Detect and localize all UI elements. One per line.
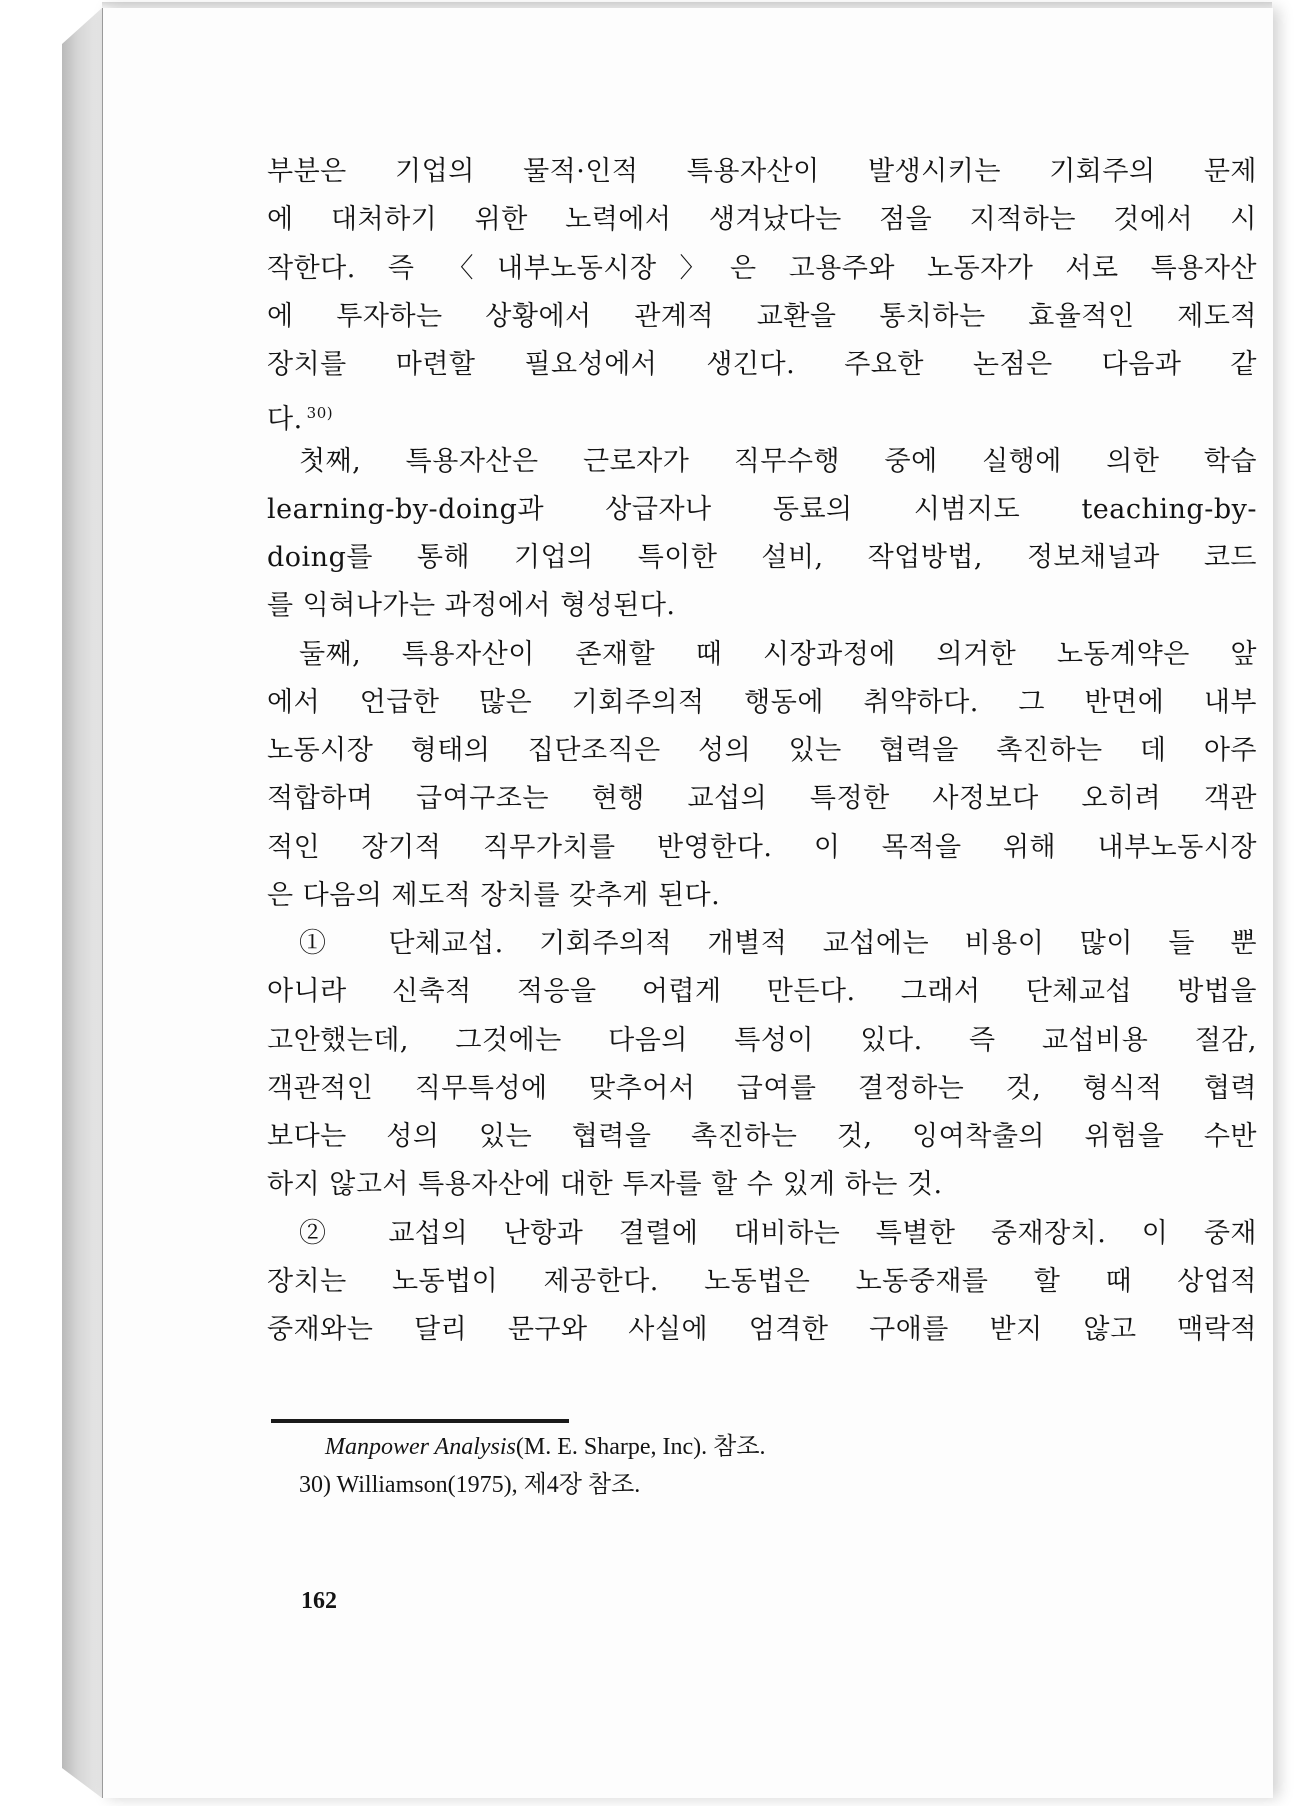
body-line-with-note bbox=[267, 395, 333, 438]
body-line: 적합하며 급여구조는 현행 교섭의 특정한 사정보다 오히려 객관 bbox=[267, 783, 1257, 814]
body-line: doing를 통해 기업의 특이한 설비, 작업방법, 정보채널과 코드 bbox=[267, 542, 1257, 573]
page-number: 162 bbox=[301, 1588, 337, 1614]
body-line: learning-by-doing과 상급자나 동료의 시범지도 teaching-by- bbox=[267, 494, 1257, 525]
body-line: 작한다. 즉 〈내부노동시장〉은 고용주와 노동자가 서로 특용자산 bbox=[267, 253, 1257, 284]
body-line: 아니라 신축적 적응을 어렵게 만든다. 그래서 단체교섭 방법을 bbox=[267, 976, 1257, 1007]
body-line: 에 대처하기 위한 노력에서 생겨났다는 점을 지적하는 것에서 시 bbox=[267, 204, 1257, 235]
body-line: 장치를 마련할 필요성에서 생긴다. 주요한 논점은 다음과 같 bbox=[267, 349, 1257, 380]
body-line: 다. bbox=[267, 404, 303, 435]
book-spine bbox=[62, 8, 102, 1798]
footnote-30: 30) Williamson(1975), 제4장 참조. bbox=[299, 1472, 641, 1498]
footnote-book-title: Manpower Analysis bbox=[325, 1434, 516, 1460]
body-line: 은 다음의 제도적 장치를 갖추게 된다. bbox=[267, 880, 721, 911]
book-page bbox=[102, 8, 1273, 1798]
body-line: 에 투자하는 상황에서 관계적 교환을 통치하는 효율적인 제도적 bbox=[267, 301, 1257, 332]
body-line: 부분은 기업의 물적·인적 특용자산이 발생시키는 기회주의 문제 bbox=[267, 156, 1257, 187]
body-line: 장치는 노동법이 제공한다. 노동법은 노동중재를 할 때 상업적 bbox=[267, 1266, 1257, 1297]
body-line: 를 익혀나가는 과정에서 형성된다. bbox=[267, 590, 676, 621]
footnote-ref-30: 30) bbox=[306, 404, 334, 422]
paragraph-first-line: ① 단체교섭. 기회주의적 개별적 교섭에는 비용이 많이 들 뿐 bbox=[299, 928, 1257, 959]
paragraph-first-line: ② 교섭의 난항과 결렬에 대비하는 특별한 중재장치. 이 중재 bbox=[299, 1218, 1257, 1249]
footnote-continuation bbox=[325, 1432, 766, 1462]
paragraph-first-line: 둘째, 특용자산이 존재할 때 시장과정에 의거한 노동계약은 앞 bbox=[299, 639, 1257, 670]
body-line: 에서 언급한 많은 기회주의적 행동에 취약하다. 그 반면에 내부 bbox=[267, 687, 1257, 718]
body-line: 객관적인 직무특성에 맞추어서 급여를 결정하는 것, 형식적 협력 bbox=[267, 1073, 1257, 1104]
body-line: 보다는 성의 있는 협력을 촉진하는 것, 잉여착출의 위험을 수반 bbox=[267, 1121, 1257, 1152]
body-line: 적인 장기적 직무가치를 반영한다. 이 목적을 위해 내부노동시장 bbox=[267, 832, 1257, 863]
body-line: 중재와는 달리 문구와 사실에 엄격한 구애를 받지 않고 맥락적 bbox=[267, 1314, 1257, 1345]
body-line: 노동시장 형태의 집단조직은 성의 있는 협력을 촉진하는 데 아주 bbox=[267, 735, 1257, 766]
body-line: 고안했는데, 그것에는 다음의 특성이 있다. 즉 교섭비용 절감, bbox=[267, 1025, 1257, 1056]
page-content bbox=[103, 8, 1273, 1798]
footnote-rule bbox=[271, 1419, 569, 1423]
paragraph-first-line: 첫째, 특용자산은 근로자가 직무수행 중에 실행에 의한 학습 bbox=[299, 446, 1257, 477]
footnote-publisher: (M. E. Sharpe, Inc). 참조. bbox=[515, 1434, 766, 1460]
body-line: 하지 않고서 특용자산에 대한 투자를 할 수 있게 하는 것. bbox=[267, 1169, 943, 1200]
